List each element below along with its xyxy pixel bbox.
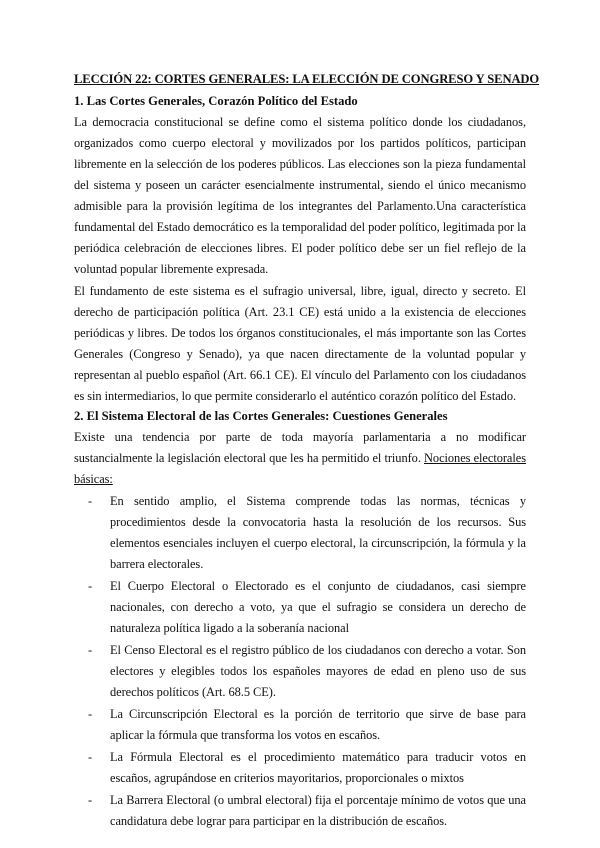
section-1-paragraph-2: El fundamento de este sistema es el sufragio universal, libre, igual, directo y secreto. El derecho de participación política (Art. 23.1 CE) está unido a la existencia de elecciones periódicas y libres. De todos los órganos constitucionales, el más importante son las Cortes Generales (Congreso y Senado), ya que nacen directamente de la voluntad popular y representan al pueblo español (Art. 66.1 CE). El vínculo del Parlamento con los ciudadanos es sin intermediarios, lo que permite considerarlo el auténtico corazón político del Estado. — [74, 284, 526, 403]
list-item — [74, 640, 526, 703]
list-item — [74, 576, 526, 639]
list-item-text: El Cuerpo Electoral o Electorado es el conjunto de ciudadanos, casi siempre nacionales, con derecho a voto, ya que el sufragio se considera un derecho de naturaleza política ligado a la soberanía nacional — [110, 579, 526, 635]
bullet-dash: - — [88, 579, 93, 593]
section-2-heading: 2. El Sistema Electoral de las Cortes Generales: Cuestiones Generales — [74, 409, 448, 423]
list-item-text: El Censo Electoral es el registro público de los ciudadanos con derecho a votar. Son electores y elegibles todos los españoles mayores de edad en pleno uso de sus derechos políticos (Art. 68.5 CE). — [110, 643, 526, 699]
list-item-text: La Circunscripción Electoral es la porción de territorio que sirve de base para aplicar la fórmula que transforma los votos en escaños. — [110, 707, 526, 742]
bullet-dash: - — [88, 750, 93, 764]
list-item-text: La Fórmula Electoral es el procedimiento matemático para traducir votos en escaños, agrupándose en criterios mayoritarios, proporcionales o mixtos — [110, 750, 526, 785]
bullet-dash: - — [88, 793, 93, 807]
section-2-intro — [74, 427, 526, 490]
document-page — [74, 70, 540, 832]
list-item — [74, 704, 526, 746]
bullet-dash: - — [88, 643, 93, 657]
section-2-intro-text: Existe una tendencia por parte de toda mayoría parlamentaria a no modificar sustancialmente la legislación electoral que les ha permitido el triunfo. — [74, 430, 526, 465]
list-item-text: La Barrera Electoral (o umbral electoral) fija el porcentaje mínimo de votos que una candidatura debe lograr para participar en la distribución de escaños. — [110, 793, 526, 828]
list-item — [74, 790, 526, 832]
section-1 — [74, 92, 526, 407]
bullet-dash: - — [88, 494, 93, 508]
document-title: LECCIÓN 22: CORTES GENERALES: LA ELECCIÓN DE CONGRESO Y SENADO — [74, 72, 540, 86]
list-item — [74, 491, 526, 575]
basic-notions-label: Nociones electorales básicas: — [74, 451, 527, 486]
bullet-dash: - — [88, 707, 93, 721]
section-2 — [74, 407, 526, 832]
section-1-paragraph-1: La democracia constitucional se define como el sistema político donde los ciudadanos, organizados como cuerpo electoral y movilizados por los partidos políticos, participan libremente en la selección de los poderes públicos. Las elecciones son la pieza fundamental del sistema y poseen un carácter esencialmente instrumental, siendo el único mecanismo admisible para la provisión legítima de los integrantes del Parlamento.Una característica fundamental del Estado democrático es la temporalidad del poder político, legitimada por la periódica celebración de elecciones libres. El poder político debe ser un fiel reflejo de la voluntad popular libremente expresada. — [74, 115, 526, 276]
section-1-heading: 1. Las Cortes Generales, Corazón Político del Estado — [74, 94, 358, 108]
list-item — [74, 747, 526, 789]
basic-notions-list — [74, 491, 526, 832]
list-item-text: En sentido amplio, el Sistema comprende todas las normas, técnicas y procedimientos desde la convocatoria hasta la resolución de los recursos. Sus elementos esenciales incluyen el cuerpo electoral, la circunscripción, la fórmula y la barrera electorales. — [110, 494, 526, 571]
